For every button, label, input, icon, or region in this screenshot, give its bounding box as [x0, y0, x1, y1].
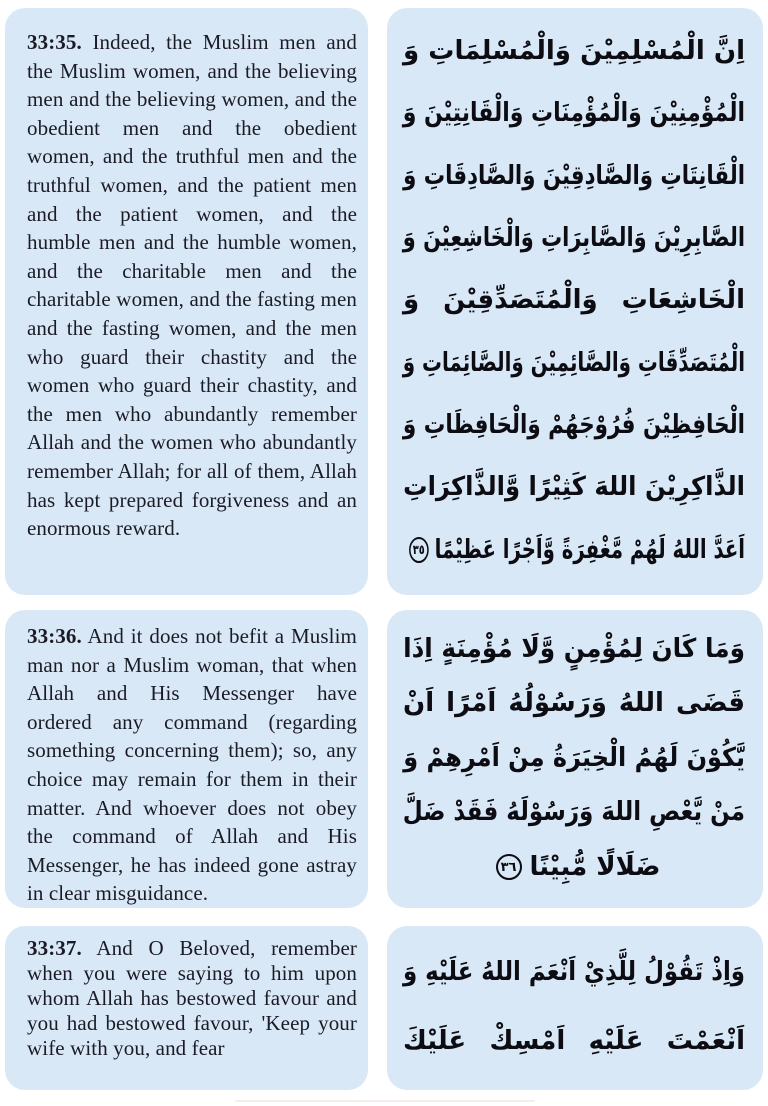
- arabic-line: اَعَدَّ اللهُ لَهُمْ مَّغْفِرَةً وَّاَجْرًا عَظِيْمًا٣٥: [486, 534, 745, 567]
- translation-panel-33-36: [5, 610, 368, 908]
- translation-panel-33-37: [5, 926, 368, 1090]
- verse-ref: 33:36.: [27, 624, 82, 648]
- arabic-line: الْمُؤْمِنِيْنَ وَالْمُؤْمِنَاتِ وَالْقَانِتِيْنَ وَ: [402, 98, 745, 129]
- arabic-line: الصَّابِرِيْنَ وَالصَّابِرَاتِ وَالْخَاشِعِيْنَ وَ: [402, 222, 745, 253]
- translation-text: [5, 926, 368, 1061]
- translation-text: [5, 610, 368, 908]
- translation-body: Indeed, the Muslim men and the Muslim women, and the believing men and the believing women, and the obedient men and the obedient women, and the truthful men and the truthful women, and the patient men and the patient women, and the humble men and the humble women, and the charitable men and the charitable women, and the fasting men and the fasting women, and the men who guard their chastity and the women who guard their chastity, and the men who abundantly remember Allah and the women who abundantly remember Allah; for all of them, Allah has kept prepared forgiveness and an enormous reward.: [27, 30, 357, 541]
- verse-ref: 33:35.: [27, 30, 82, 54]
- arabic-line: وَمَا كَانَ لِمُؤْمِنٍ وَّلَا مُؤْمِنَةٍ اِذَا: [403, 633, 745, 664]
- arabic-line: الْمُتَصَدِّقَاتِ وَالصَّائِمِيْنَ وَالصَّائِمَاتِ وَ: [402, 347, 745, 378]
- arabic-line: الْخَاشِعَاتِ وَالْمُتَصَدِّقِيْنَ وَ: [403, 285, 745, 316]
- arabic-line: الْحَافِظِيْنَ فُرُوْجَهُمْ وَالْحَافِظَاتِ وَ: [402, 409, 745, 440]
- arabic-line: يَّكُوْنَ لَهُمُ الْخِيَرَةُ مِنْ اَمْرِهِمْ وَ: [403, 742, 745, 773]
- translation-panel-33-35: [5, 8, 368, 595]
- arabic-line: ضَلَالًا مُّبِيْنًا٣٦: [403, 851, 745, 884]
- verse-end-marker: ٣٥: [409, 537, 429, 563]
- verse-end-marker: ٣٦: [496, 854, 522, 880]
- arabic-panel-33-37: [387, 926, 763, 1090]
- arabic-panel-33-36: [387, 610, 763, 908]
- arabic-line: اِنَّ الْمُسْلِمِيْنَ وَالْمُسْلِمَاتِ وَ: [403, 35, 745, 66]
- arabic-line: وَاِذْ تَقُوْلُ لِلَّذِيْ اَنْعَمَ اللهُ عَلَيْهِ وَ: [402, 957, 745, 988]
- translation-body: And it does not befit a Muslim man nor a Muslim woman, that when Allah and His Messenger have ordered any command (regarding something concerning them); so, any choice may remain for them in their matter. And whoever does not obey the command of Allah and His Messenger, he has indeed gone astray in clear misguidance.: [27, 624, 357, 906]
- verse-row-33-35: [5, 8, 763, 595]
- translation-text: [5, 8, 368, 543]
- arabic-line: الْقَانِتَاتِ وَالصَّادِقِيْنَ وَالصَّادِقَاتِ وَ: [403, 160, 745, 191]
- arabic-line: الذَّاكِرِيْنَ اللهَ كَثِيْرًا وَّالذَّاكِرَاتِ: [403, 472, 745, 503]
- verse-row-33-36: [5, 610, 763, 908]
- arabic-line: اَنْعَمْتَ عَلَيْهِ اَمْسِكْ عَلَيْكَ: [403, 1026, 745, 1057]
- arabic-panel-33-35: [387, 8, 763, 595]
- verse-row-33-37: [5, 926, 763, 1090]
- translation-body: And O Beloved, remember when you were saying to him upon whom Allah has bestowed favour and you had bestowed favour, 'Keep your wife with you, and fear: [27, 936, 357, 1060]
- arabic-line: قَضَى اللهُ وَرَسُوْلُهُ اَمْرًا اَنْ: [403, 688, 745, 719]
- verse-ref: 33:37.: [27, 936, 82, 960]
- arabic-line: مَنْ يَّعْصِ اللهَ وَرَسُوْلَهُ فَقَدْ ضَلَّ: [402, 797, 745, 828]
- scan-artifact-line: [235, 1100, 535, 1102]
